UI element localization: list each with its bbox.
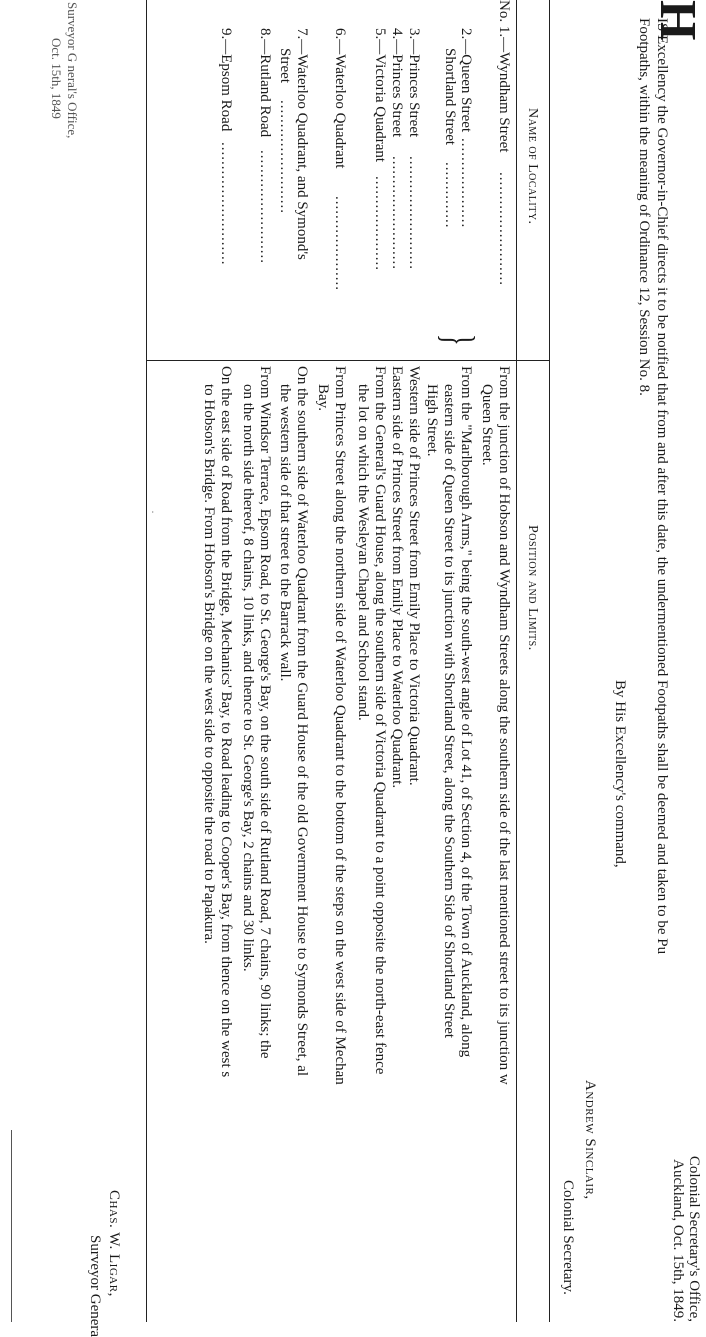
position-text: From the "Marlborough Arms," being the south-west angle of Lot 41, of Section 4, of the Town of Auckland, along: [458, 366, 474, 1058]
signer-name: Andrew Sinclair,: [582, 1080, 598, 1200]
leader-dots: ........................: [257, 150, 273, 264]
position-text: High Street.: [424, 384, 440, 457]
position-text: the western side of that street to the Barrack wall.: [277, 384, 293, 682]
locality-name: 4.—Princes Street: [389, 28, 405, 138]
position-text: Queen Street.: [479, 384, 495, 466]
surveyor-title: Surveyor Genera: [87, 1235, 103, 1337]
intro-line-2: Footpaths, within the meaning of Ordinance 12, Session No. 8.: [636, 18, 652, 396]
leader-dots: ........................: [496, 172, 512, 286]
table-header-rule: [516, 0, 517, 1322]
col-header-locality: Name of Locality.: [525, 108, 540, 225]
locality-name: 2.—Queen Street: [458, 28, 474, 133]
position-text: the lot on which the Wesleyan Chapel and School stand.: [355, 384, 371, 721]
position-text: On the east side of Road from the Bridge, Mechanics' Bay, to Road leading to Cooper's Bay, from thence on the west s: [218, 366, 234, 1078]
locality-name: Street: [277, 48, 293, 83]
locality-name: 9.—Epsom Road: [218, 28, 234, 132]
locality-name: 7.—Waterloo Quadrant, and Symond's: [294, 28, 310, 260]
footer-office: Surveyor G neral's Office,: [65, 2, 80, 139]
position-text: From the General's Guard House, along the southern side of Victoria Quadrant to a point opposite the north-east fence: [372, 366, 388, 1075]
page-edge-rule: [11, 1130, 12, 1322]
brace-glyph: }: [434, 334, 483, 346]
position-text: eastern side of Queen Street to its junction with Shortland Street, along the Southern Side of Shortland Street: [441, 384, 457, 1039]
scan-speck: ·: [146, 510, 160, 514]
leader-dots: ........................: [389, 156, 405, 270]
command-line: By His Excellency's command,: [612, 680, 628, 868]
position-text: Western side of Princes Street from Emily Place to Victoria Quadrant.: [406, 366, 422, 786]
position-text: Bay.: [315, 384, 331, 411]
col-header-position: Position and Limits.: [525, 525, 540, 651]
locality-name: No. 1.—Wyndham Street: [496, 0, 512, 153]
leader-dots: ........................: [406, 156, 422, 270]
locality-name: 3.—Princes Street: [406, 28, 422, 138]
surveyor-name: Chas. W. Ligar,: [106, 1190, 122, 1297]
position-text: From Princes Street along the northern side of Waterloo Quadrant to the bottom of the steps on the west side of Mechan: [332, 366, 348, 1085]
table-top-rule: [549, 0, 550, 1322]
leader-dots: ........................: [277, 100, 293, 214]
position-text: to Hobson's Bridge. From Hobson's Bridge on the west side to opposite the road to Papakura.: [201, 384, 217, 944]
position-text: On the southern side of Waterloo Quadrant from the Guard House of the old Government House to Symonds Street, al: [294, 366, 310, 1077]
leader-dots: ...................: [458, 138, 474, 229]
office-line: Colonial Secretary's Office,: [686, 1155, 702, 1322]
leader-dots: ....................: [372, 176, 388, 271]
dateline: Auckland, Oct. 15th, 1849.: [670, 1159, 686, 1322]
leader-dots: ....................: [332, 196, 348, 291]
position-text: on the north side thereof, 8 chains, 10 links, and thence to St. George's Bay, 2 chains and 30 links.: [240, 384, 256, 972]
column-divider: [146, 360, 550, 361]
locality-name: 8.—Rutland Road: [257, 28, 273, 138]
table-bottom-rule: [146, 0, 147, 1322]
leader-dots: ..............: [442, 162, 458, 229]
position-text: From Windsor Terrace, Epsom Road, to St. George's Bay, on the south side of Rutland Road, 7 chains, 90 links; the: [257, 366, 273, 1059]
drop-cap: H: [649, 0, 706, 41]
signer-title: Colonial Secretary.: [560, 1180, 576, 1295]
position-text: Eastern side of Princes Street from Emily Place to Waterloo Quadrant.: [389, 366, 405, 789]
intro-line-1: IS Excellency the Governor-in-Chief directs it to be notified that from and after this date, the undermentioned Footpaths shall be deemed and taken to be Pu: [654, 18, 670, 955]
leader-dots: ..........................: [218, 142, 234, 266]
locality-name: 5.—Victoria Quadrant: [372, 28, 388, 163]
position-text: From the junction of Hobson and Wyndham Streets along the southern side of the last mentioned street to its junction w: [496, 366, 512, 1085]
locality-name: 6.—Waterloo Quadrant: [332, 28, 348, 169]
locality-name: Shortland Street: [442, 48, 458, 146]
footer-date: Oct. 15th, 1849: [49, 38, 64, 119]
